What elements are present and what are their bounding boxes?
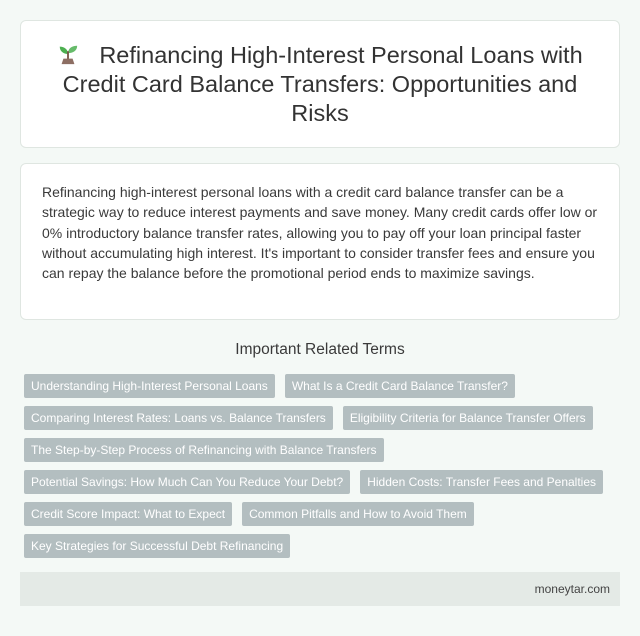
related-term-chip[interactable]: Potential Savings: How Much Can You Reduce Your Debt? [24, 470, 350, 494]
related-terms-list [24, 374, 620, 558]
related-term-chip[interactable]: Comparing Interest Rates: Loans vs. Balance Transfers [24, 406, 333, 430]
sprout-icon [57, 43, 79, 65]
intro-paragraph: Refinancing high-interest personal loans with a credit card balance transfer can be a strategic way to reduce interest payments and save money. Many credit cards offer low or 0% introductory balance transfer rates, allowing you to pay off your loan principal faster without accumulating high interest. It's important to consider transfer fees and ensure you can repay the balance before the promotional period ends to maximize savings. [42, 184, 598, 282]
page-title [51, 41, 589, 128]
related-term-chip[interactable]: Credit Score Impact: What to Expect [24, 502, 232, 526]
related-term-chip[interactable]: What Is a Credit Card Balance Transfer? [285, 374, 515, 398]
related-terms-heading: Important Related Terms [235, 341, 405, 358]
related-term-chip[interactable]: The Step-by-Step Process of Refinancing with Balance Transfers [24, 438, 384, 462]
related-term-chip[interactable]: Understanding High-Interest Personal Loans [24, 374, 275, 398]
related-term-chip[interactable]: Key Strategies for Successful Debt Refinancing [24, 534, 290, 558]
intro-card [20, 163, 620, 320]
related-term-chip[interactable]: Hidden Costs: Transfer Fees and Penalties [360, 470, 603, 494]
footer-site-name: moneytar.com [534, 582, 610, 596]
related-term-chip[interactable]: Common Pitfalls and How to Avoid Them [242, 502, 474, 526]
related-term-chip[interactable]: Eligibility Criteria for Balance Transfer Offers [343, 406, 593, 430]
title-card [20, 20, 620, 148]
page-title-text: Refinancing High-Interest Personal Loans with Credit Card Balance Transfers: Opportunities and Risks [62, 41, 583, 126]
footer [20, 572, 620, 606]
